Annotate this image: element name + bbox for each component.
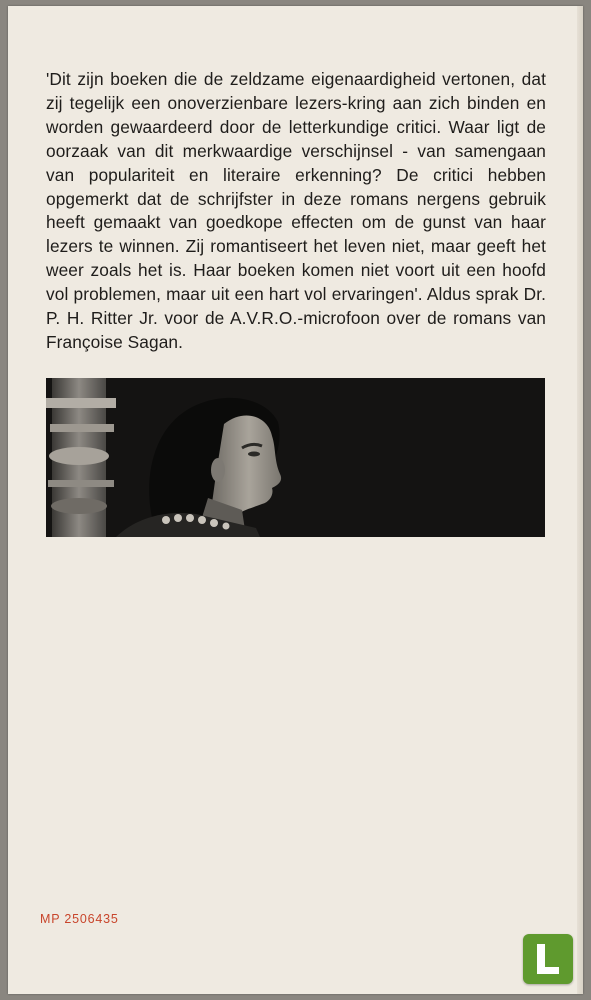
watermark-logo-icon [523,934,573,984]
cover-edge [577,6,583,994]
blurb-text: 'Dit zijn boeken die de zeldzame eigenaardigheid vertonen, dat zij tegelijk een onoverzienbare lezers-kring aan zich binden en worden gewaardeerd door de letterkundige critici. Waar ligt de oorzaak van dit merkwaardige verschijnsel - van samengaan van populariteit en literaire erkenning? De critici hebben opgemerkt dat de schrijfster in deze romans nergens gebruik heeft gemaakt van goedkope effecten om de gunst van haar lezers te winnen. Zij romantiseert het leven niet, maar geeft het weer zoals het is. Haar boeken komen niet voort uit een hoofd vol problemen, maar uit een hart vol ervaringen'. Aldus sprak Dr. P. H. Ritter Jr. voor de A.V.R.O.-microfoon over de romans van Françoise Sagan. [46,69,546,352]
author-portrait-image [46,378,545,537]
catalog-number: MP 2506435 [40,912,119,926]
author-photo [46,378,545,537]
back-cover [8,6,583,994]
